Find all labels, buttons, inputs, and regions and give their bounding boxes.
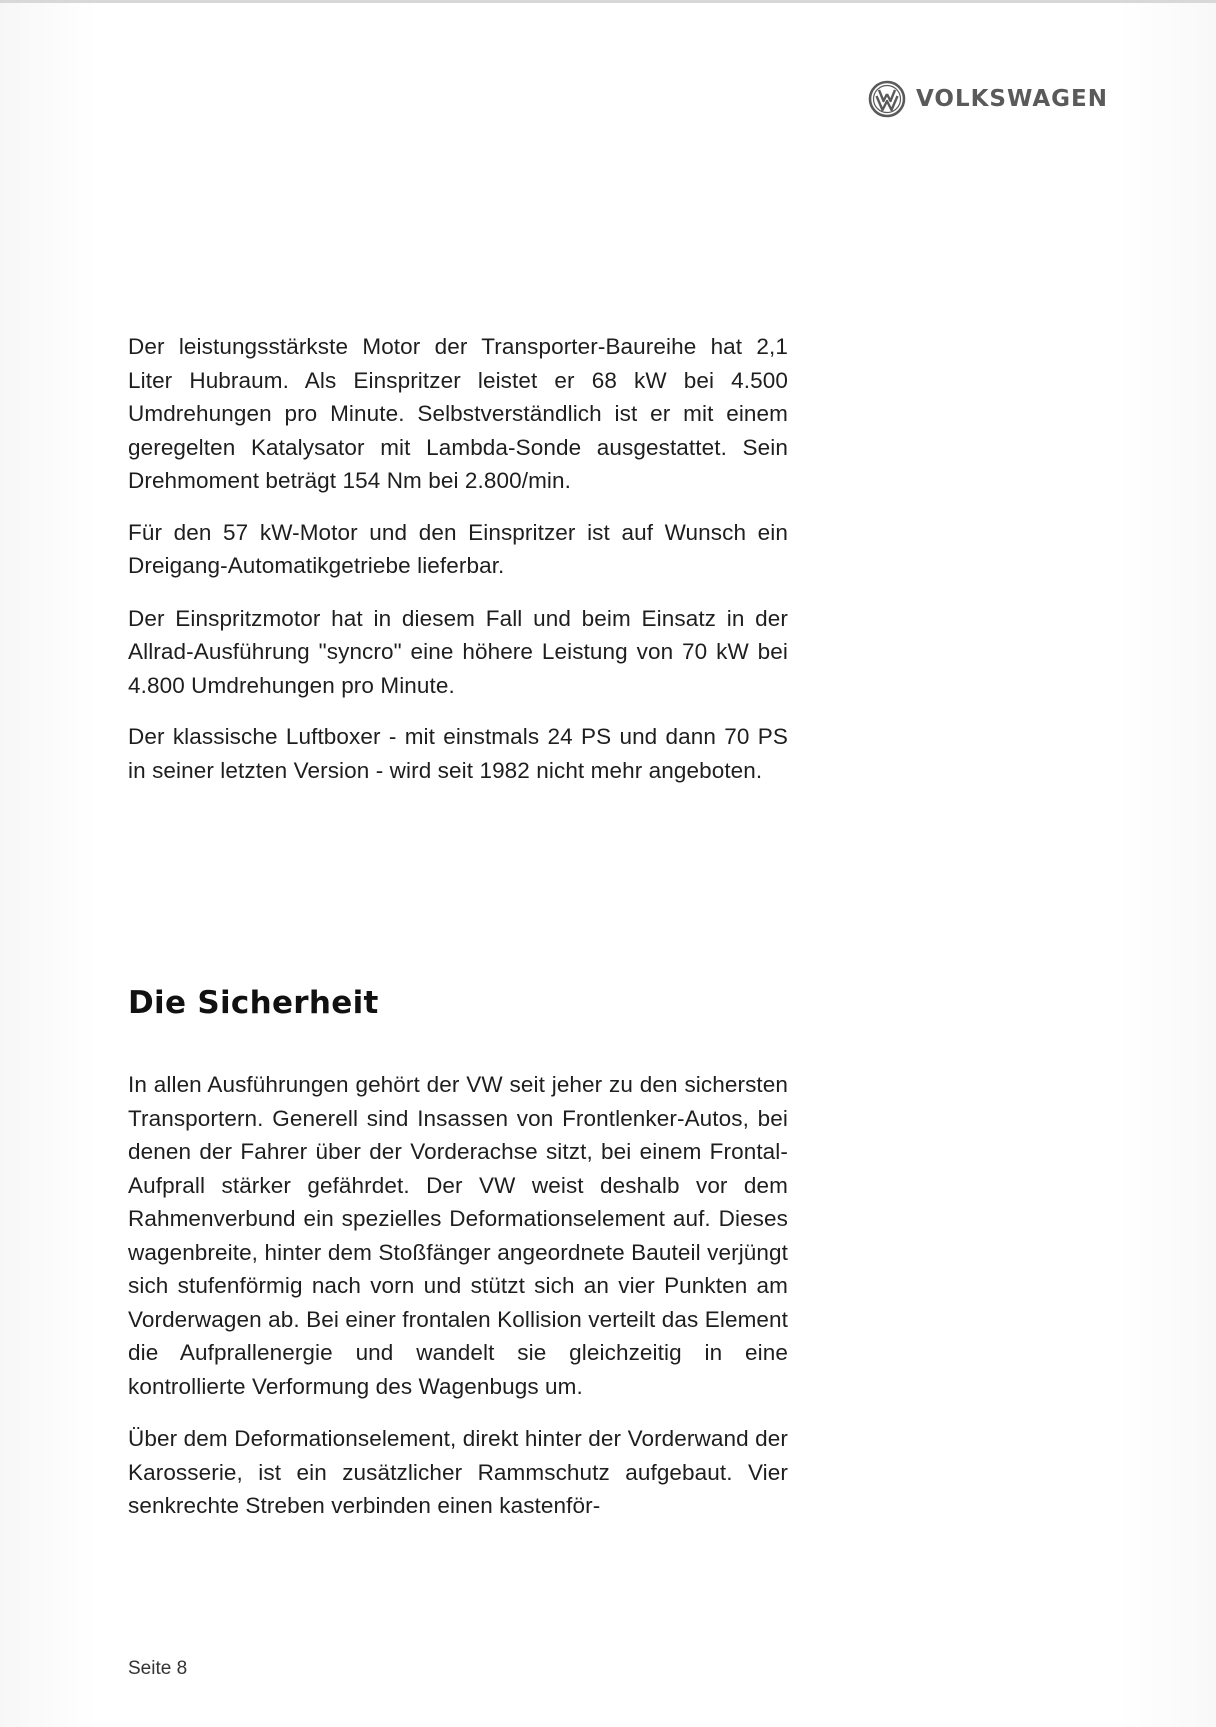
page-number: Seite 8 xyxy=(128,1658,188,1679)
paragraph-safety: In allen Ausführungen gehört der VW seit jeher zu den sichersten Transportern. Generell sind Insassen von Frontlenker-Autos, bei denen der Fahrer über der Vorderachse sitzt, bei einem Frontal-Aufprall stärker gefährdet. Der VW weist deshalb vor dem Rahmenverbund ein spezielles Deformationselement auf. Dieses wagenbreite, hinter dem Stoßfänger angeordnete Bauteil verjüngt sich stufenförmig nach vorn und stützt sich an vier Punkten am Vorderwagen ab. Bei einer frontalen Kollision verteilt das Element die Aufprallenergie und wandelt sie gleichzeitig in eine kontrollierte Verformung des Wagenbugs um. xyxy=(128,1072,788,1399)
page-top-edge xyxy=(0,0,1216,3)
paragraph-syncro: Der Einspritzmotor hat in diesem Fall und beim Einsatz in der Allrad-Ausführung "syncro" eine höhere Leistung von 70 kW bei 4.800 Umdrehungen pro Minute. xyxy=(128,605,788,698)
paragraph-automatic-gearbox: Für den 57 kW-Motor und den Einspritzer ist auf Wunsch ein Dreigang-Automatikgetriebe lieferbar. xyxy=(128,519,788,578)
brand-name: VOLKSWAGEN xyxy=(916,86,1108,112)
paragraph-air-boxer: Der klassische Luftboxer - mit einstmals 24 PS und dann 70 PS in seiner letzten Version - wird seit 1982 nicht mehr angeboten. xyxy=(128,724,788,783)
vw-logo-icon xyxy=(868,80,906,118)
section-heading: Die Sicherheit xyxy=(128,985,379,1021)
paragraph-ram-protection: Über dem Deformationselement, direkt hinter der Vorderwand der Karosserie, ist ein zusätzlicher Rammschutz aufgebaut. Vier senkrechte Streben verbinden einen kastenför- xyxy=(128,1426,788,1518)
body-text-bottom xyxy=(128,1068,788,1523)
paragraph-engine-power: Der leistungsstärkste Motor der Transporter-Baureihe hat 2,1 Liter Hubraum. Als Einspritzer leistet er 68 kW bei 4.500 Umdrehungen pro Minute. Selbstverständlich ist er mit einem geregelten Katalysator mit Lambda-Sonde ausgestattet. Sein Drehmoment beträgt 154 Nm bei 2.800/min. xyxy=(128,334,788,493)
body-text-top xyxy=(128,330,788,787)
brand-header xyxy=(868,80,1108,118)
